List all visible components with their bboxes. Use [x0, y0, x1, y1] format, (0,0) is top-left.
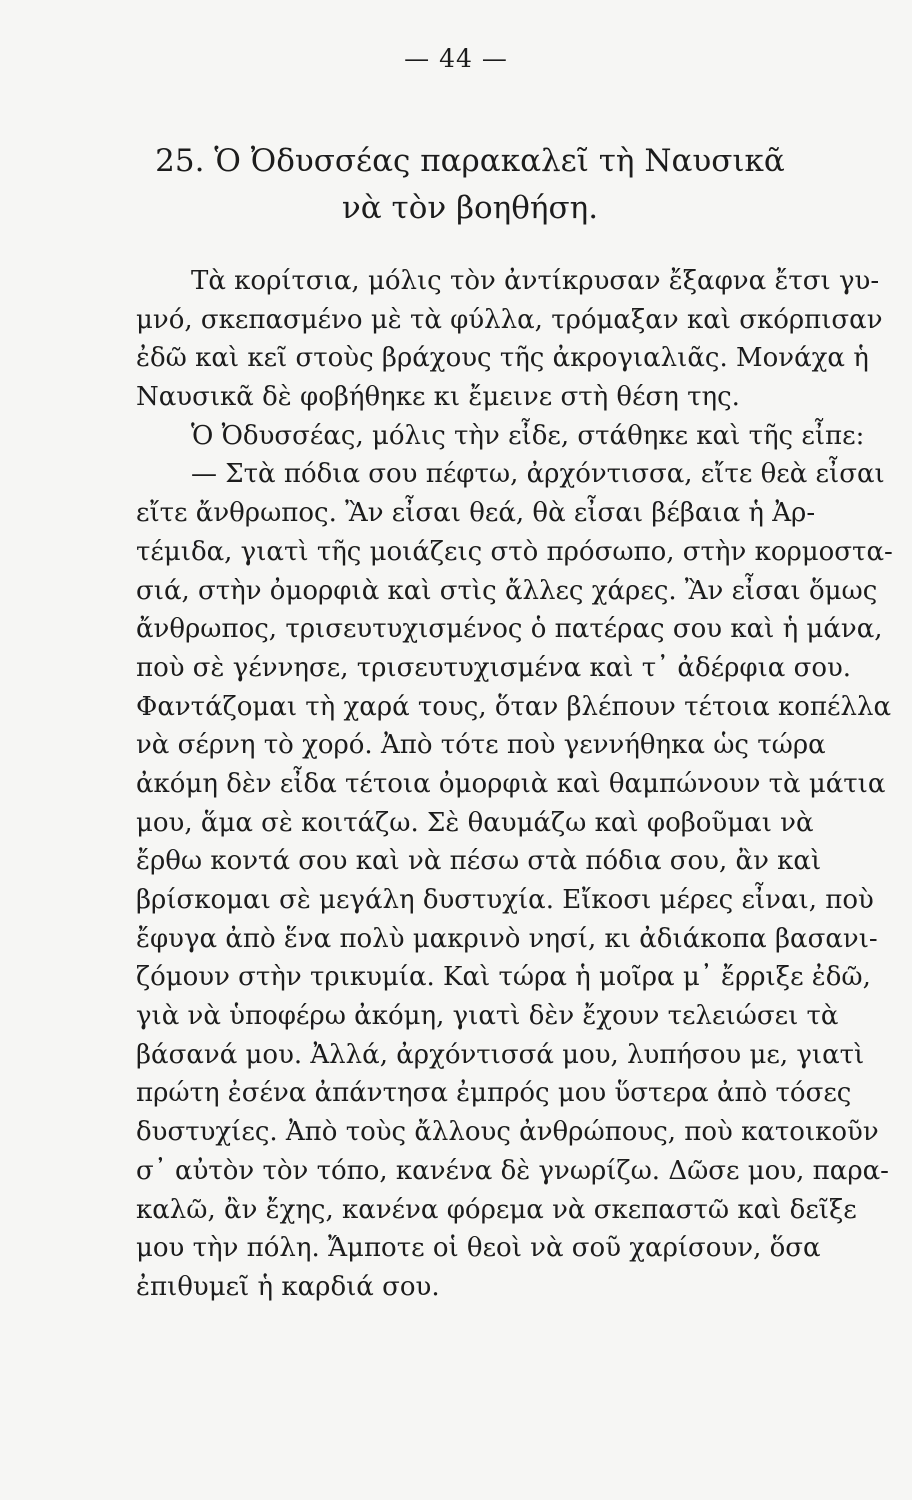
text-line: πρώτη ἐσένα ἀπάντησα ἐμπρός μου ὕστερα ἀπὸ τόσες — [136, 1078, 852, 1109]
text-line: ἔρθω κοντά σου καὶ νὰ πέσω στὰ πόδια σου, ἂν καὶ — [136, 846, 822, 877]
text-line: ἀκόμη δὲν εἶδα τέτοια ὀμορφιὰ καὶ θαμπώνουν τὰ μάτια — [136, 768, 886, 799]
page-number: — 44 — — [404, 44, 508, 73]
text-line: εἴτε ἄνθρωπος. Ἂν εἶσαι θεά, θὰ εἶσαι βέβαια ἡ Ἀρ- — [136, 498, 816, 529]
body-text — [136, 262, 893, 1307]
text-line: μου, ἅμα σὲ κοιτάζω. Σὲ θαυμάζω καὶ φοβοῦμαι νὰ — [136, 807, 814, 838]
text-line: μου τὴν πόλη. Ἄμποτε οἱ θεοὶ νὰ σοῦ χαρίσουν, ὅσα — [136, 1233, 821, 1264]
text-line: ἄνθρωπος, τρισευτυχισμένος ὁ πατέρας σου καὶ ἡ μάνα, — [136, 614, 883, 645]
text-line: βάσανά μου. Ἀλλά, ἀρχόντισσά μου, λυπήσου με, γιατὶ — [136, 1039, 865, 1070]
text-line: Φαντάζομαι τὴ χαρά τους, ὅταν βλέπουν τέτοια κοπέλλα — [136, 691, 892, 722]
text-line: καλῶ, ἂν ἔχης, κανένα φόρεμα νὰ σκεπαστῶ καὶ δεῖξε — [136, 1194, 857, 1225]
text-line: ἐδῶ καὶ κεῖ στοὺς βράχους τῆς ἀκρογιαλιᾶς. Μονάχα ἡ — [136, 343, 869, 374]
text-line: νὰ σέρνη τὸ χορό. Ἀπὸ τότε ποὺ γεννήθηκα ὡς τώρα — [136, 730, 826, 761]
chapter-title — [140, 138, 800, 232]
text-line: δυστυχίες. Ἀπὸ τοὺς ἄλλους ἀνθρώπους, ποὺ κατοικοῦν — [136, 1117, 879, 1148]
text-line: Ναυσικᾶ δὲ φοβήθηκε κι ἔμεινε στὴ θέση της. — [136, 382, 740, 413]
text-line: τέμιδα, γιατὶ τῆς μοιάζεις στὸ πρόσωπο, στὴν κορμοστα- — [136, 536, 893, 567]
text-line: ἔφυγα ἀπὸ ἕνα πολὺ μακρινὸ νησί, κι ἀδιάκοπα βασανι- — [136, 923, 878, 954]
chapter-title-line-2: νὰ τὸν βοηθήση. — [341, 190, 599, 226]
text-line: Ὁ Ὀδυσσέας, μόλις τὴν εἶδε, στάθηκε καὶ τῆς εἶπε: — [191, 420, 865, 451]
text-line: γιὰ νὰ ὑποφέρω ἀκόμη, γιατὶ δὲν ἔχουν τελειώσει τὰ — [136, 1001, 839, 1032]
text-line: σιά, στὴν ὀμορφιὰ καὶ στὶς ἄλλες χάρες. Ἂν εἶσαι ὅμως — [136, 575, 878, 606]
text-line: σ᾿ αὐτὸν τὸν τόπο, κανένα δὲ γνωρίζω. Δῶσε μου, παρα- — [136, 1155, 889, 1186]
text-line: — Στὰ πόδια σου πέφτω, ἀρχόντισσα, εἴτε θεὰ εἶσαι — [191, 459, 885, 490]
text-line: μνό, σκεπασμένο μὲ τὰ φύλλα, τρόμαξαν καὶ σκόρπισαν — [136, 304, 883, 335]
text-line: ποὺ σὲ γέννησε, τρισευτυχισμένα καὶ τ᾿ ἀδέρφια σου. — [136, 652, 852, 683]
text-line: ἐπιθυμεῖ ἡ καρδιά σου. — [136, 1271, 440, 1302]
text-line: βρίσκομαι σὲ μεγάλη δυστυχία. Εἴκοσι μέρες εἶναι, ποὺ — [136, 885, 874, 915]
text-line: Τὰ κορίτσια, μόλις τὸν ἀντίκρυσαν ἔξαφνα ἔτσι γυ- — [191, 266, 880, 296]
chapter-title-line-1: 25. Ὁ Ὀδυσσέας παρακαλεῖ τὴ Ναυσικᾶ — [155, 143, 785, 179]
text-line: ζόμουν στὴν τρικυμία. Καὶ τώρα ἡ μοῖρα μ᾿ ἔρριξε ἐδῶ, — [136, 962, 871, 993]
